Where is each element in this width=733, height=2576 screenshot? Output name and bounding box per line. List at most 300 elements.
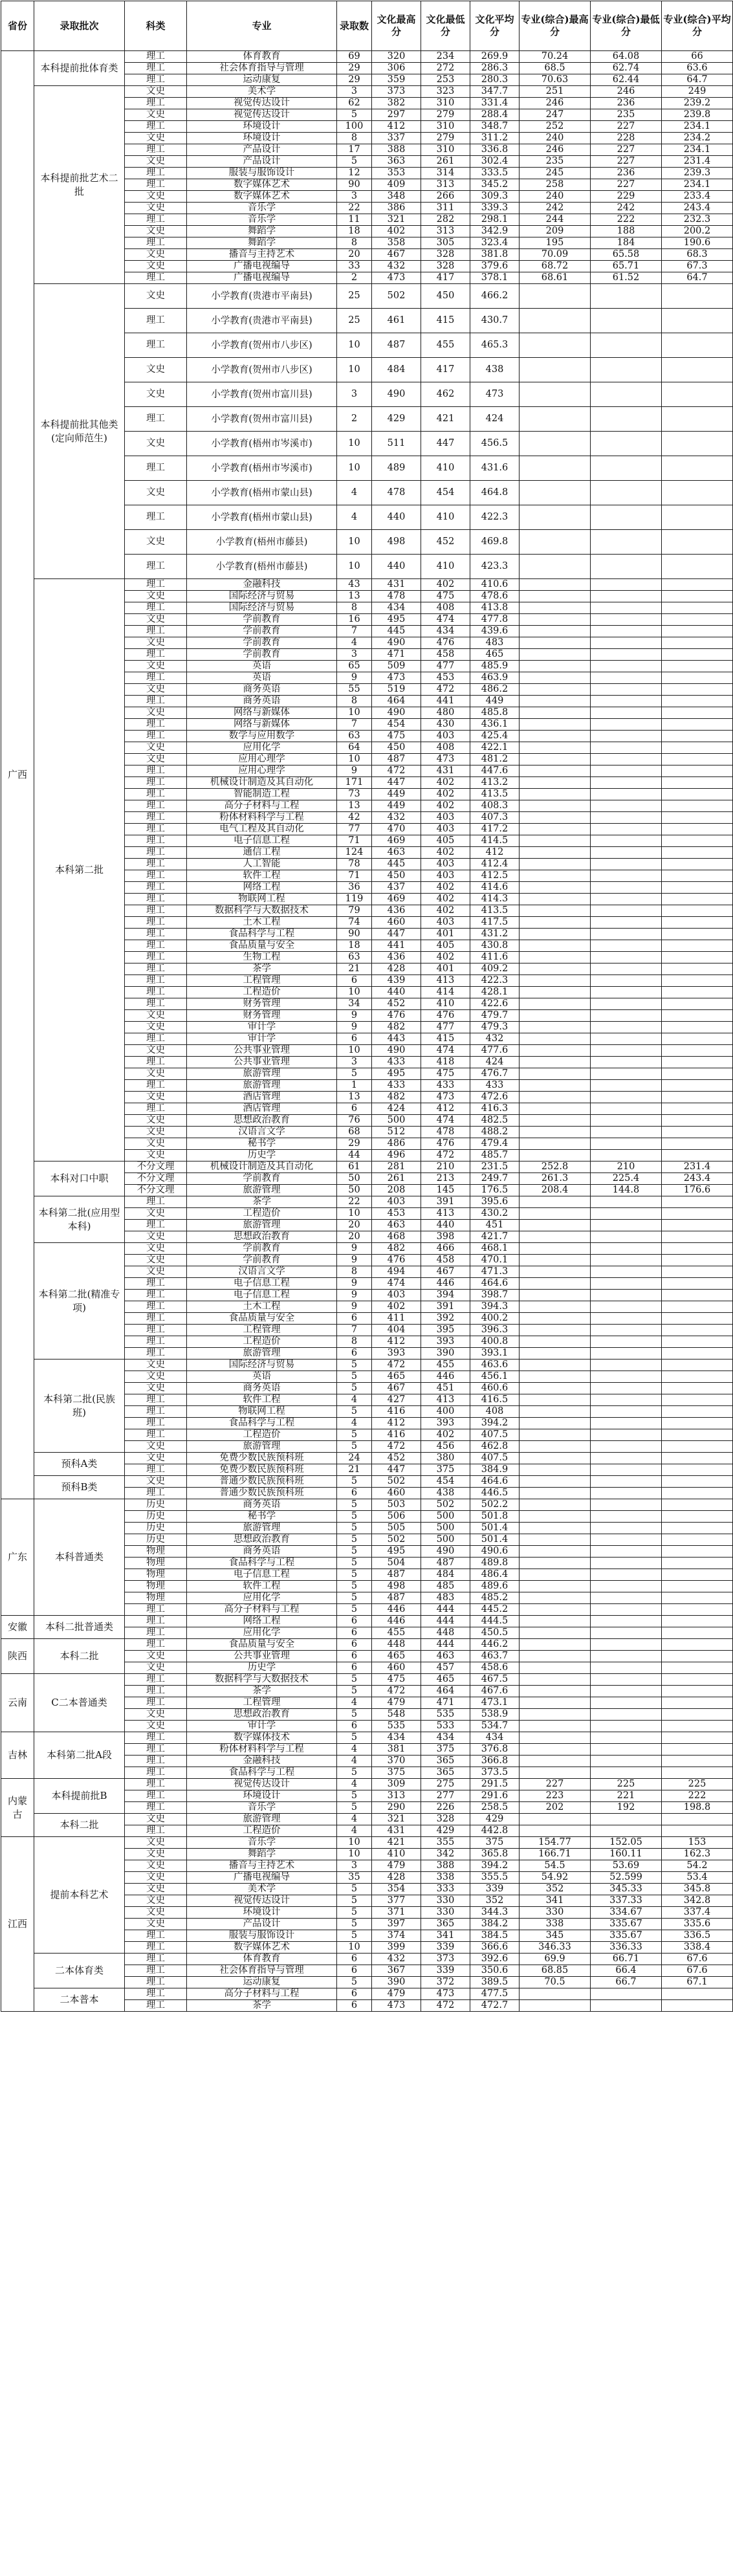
cell-culture-avg: 456.5 — [470, 432, 520, 456]
cell-culture-min: 483 — [421, 1592, 470, 1604]
cell-major-avg — [662, 1674, 733, 1686]
cell-major: 食品科学与工程 — [187, 1558, 337, 1569]
cell-major: 数字媒体艺术 — [187, 179, 337, 191]
cell-culture-avg: 412.5 — [470, 870, 520, 882]
cell-culture-max: 373 — [372, 86, 421, 98]
cell-culture-max: 370 — [372, 1756, 421, 1767]
cell-major-min — [591, 987, 662, 998]
cell-culture-max: 453 — [372, 1208, 421, 1220]
cell-subject-type: 理工 — [125, 1954, 187, 1965]
cell-major-max — [520, 1476, 591, 1488]
cell-culture-min: 490 — [421, 1546, 470, 1558]
cell-culture-min: 477 — [421, 1022, 470, 1033]
cell-admitted-count: 4 — [337, 1825, 372, 1837]
cell-culture-avg: 395.6 — [470, 1196, 520, 1208]
cell-culture-avg: 394.2 — [470, 1418, 520, 1429]
cell-major-min: 210 — [591, 1161, 662, 1173]
cell-admitted-count: 5 — [337, 109, 372, 121]
cell-major: 金融科技 — [187, 579, 337, 591]
cell-admitted-count: 5 — [337, 1930, 372, 1942]
cell-culture-min: 394 — [421, 1290, 470, 1301]
cell-major: 通信工程 — [187, 847, 337, 859]
cell-major-min — [591, 1406, 662, 1418]
cell-major-avg — [662, 975, 733, 987]
cell-major: 网络与新媒体 — [187, 719, 337, 731]
cell-major-avg — [662, 1453, 733, 1464]
cell-culture-avg: 501.4 — [470, 1523, 520, 1534]
cell-culture-min: 444 — [421, 1616, 470, 1627]
cell-culture-min: 275 — [421, 1779, 470, 1790]
cell-culture-min: 328 — [421, 249, 470, 261]
cell-admitted-count: 6 — [337, 1639, 372, 1651]
cell-culture-max: 502 — [372, 1534, 421, 1546]
cell-major: 工程造价 — [187, 1336, 337, 1348]
cell-major-max: 154.77 — [520, 1837, 591, 1849]
cell-subject-type: 理工 — [125, 98, 187, 109]
cell-culture-min: 402 — [421, 894, 470, 905]
cell-subject-type: 文史 — [125, 1150, 187, 1161]
cell-culture-max: 409 — [372, 179, 421, 191]
cell-major-max — [520, 1092, 591, 1103]
cell-major-avg: 335.6 — [662, 1919, 733, 1930]
cell-major: 食品质量与安全 — [187, 940, 337, 952]
cell-major: 食品科学与工程 — [187, 1767, 337, 1779]
cell-major: 商务英语 — [187, 684, 337, 696]
cell-major-avg — [662, 894, 733, 905]
cell-major: 旅游管理 — [187, 1068, 337, 1080]
cell-culture-max: 487 — [372, 333, 421, 358]
cell-admitted-count: 8 — [337, 696, 372, 707]
cell-major-max — [520, 835, 591, 847]
cell-major-avg — [662, 661, 733, 672]
cell-major: 学前教育 — [187, 1173, 337, 1185]
cell-culture-min: 463 — [421, 1651, 470, 1662]
cell-culture-min: 473 — [421, 754, 470, 765]
cell-subject-type: 理工 — [125, 1080, 187, 1092]
cell-major-max — [520, 1744, 591, 1756]
cell-culture-avg: 396.3 — [470, 1325, 520, 1336]
table-row — [1, 1674, 733, 1686]
cell-major-avg — [662, 987, 733, 998]
table-row — [1, 1243, 733, 1255]
cell-major-min: 345.33 — [591, 1884, 662, 1895]
cell-culture-min: 403 — [421, 731, 470, 742]
cell-major-avg — [662, 1511, 733, 1523]
cell-culture-max: 464 — [372, 696, 421, 707]
cell-major-avg: 234.1 — [662, 144, 733, 156]
cell-culture-max: 313 — [372, 1790, 421, 1802]
cell-culture-max: 428 — [372, 963, 421, 975]
cell-culture-max: 412 — [372, 1336, 421, 1348]
cell-culture-min: 402 — [421, 905, 470, 917]
cell-province: 安徽 — [1, 1616, 34, 1639]
cell-admitted-count: 90 — [337, 929, 372, 940]
cell-culture-max: 281 — [372, 1161, 421, 1173]
cell-batch: C二本普通类 — [34, 1674, 125, 1732]
cell-major-min — [591, 789, 662, 800]
cell-major-max — [520, 1429, 591, 1441]
cell-major-min — [591, 1127, 662, 1138]
cell-major-avg: 198.8 — [662, 1802, 733, 1814]
cell-admitted-count: 22 — [337, 203, 372, 214]
cell-major-min: 337.33 — [591, 1895, 662, 1907]
cell-major-max — [520, 602, 591, 614]
cell-major-avg — [662, 1523, 733, 1534]
cell-admitted-count: 6 — [337, 1965, 372, 1977]
cell-culture-max: 503 — [372, 1499, 421, 1511]
cell-culture-max: 441 — [372, 940, 421, 952]
cell-culture-avg: 488.2 — [470, 1127, 520, 1138]
cell-culture-min: 328 — [421, 261, 470, 272]
cell-major-max — [520, 777, 591, 789]
cell-culture-avg: 490.6 — [470, 1546, 520, 1558]
cell-culture-max: 348 — [372, 191, 421, 203]
cell-major: 音乐学 — [187, 1837, 337, 1849]
cell-major-avg: 53.4 — [662, 1872, 733, 1884]
cell-admitted-count: 78 — [337, 859, 372, 870]
cell-culture-min: 410 — [421, 998, 470, 1010]
cell-major: 智能制造工程 — [187, 789, 337, 800]
cell-culture-max: 382 — [372, 98, 421, 109]
cell-culture-avg: 365.8 — [470, 1849, 520, 1860]
cell-major-min: 227 — [591, 144, 662, 156]
table-row — [1, 1814, 733, 1825]
cell-admitted-count: 5 — [337, 1895, 372, 1907]
cell-major: 小学教育(梧州市藤县) — [187, 555, 337, 579]
cell-major: 小学教育(贺州市八步区) — [187, 333, 337, 358]
cell-subject-type: 文史 — [125, 1837, 187, 1849]
cell-subject-type: 物理 — [125, 1558, 187, 1569]
cell-culture-avg: 446.2 — [470, 1639, 520, 1651]
cell-admitted-count: 5 — [337, 1558, 372, 1569]
cell-culture-max: 440 — [372, 555, 421, 579]
cell-major-avg — [662, 940, 733, 952]
cell-major-min — [591, 1418, 662, 1429]
cell-culture-min: 477 — [421, 661, 470, 672]
cell-admitted-count: 1 — [337, 1080, 372, 1092]
cell-admitted-count: 4 — [337, 481, 372, 505]
cell-major-avg — [662, 591, 733, 602]
cell-culture-avg: 422.1 — [470, 742, 520, 754]
cell-admitted-count: 7 — [337, 719, 372, 731]
cell-batch: 本科二批 — [34, 1639, 125, 1674]
cell-culture-max: 421 — [372, 1837, 421, 1849]
cell-culture-avg: 421.7 — [470, 1231, 520, 1243]
cell-subject-type: 理工 — [125, 1790, 187, 1802]
cell-major: 小学教育(梧州市藤县) — [187, 530, 337, 555]
cell-admitted-count: 17 — [337, 144, 372, 156]
cell-major: 广播电视编导 — [187, 272, 337, 284]
cell-culture-avg: 416.3 — [470, 1103, 520, 1115]
cell-major-max — [520, 975, 591, 987]
cell-subject-type: 理工 — [125, 1325, 187, 1336]
cell-subject-type: 理工 — [125, 1616, 187, 1627]
cell-major: 数学与应用数学 — [187, 731, 337, 742]
cell-admitted-count: 21 — [337, 1464, 372, 1476]
cell-major-max — [520, 1627, 591, 1639]
cell-culture-max: 431 — [372, 579, 421, 591]
cell-culture-max: 432 — [372, 261, 421, 272]
cell-subject-type: 文史 — [125, 1371, 187, 1383]
cell-culture-min: 431 — [421, 765, 470, 777]
cell-batch: 本科提前批其他类(定向师范生) — [34, 284, 125, 579]
cell-culture-max: 410 — [372, 1849, 421, 1860]
cell-culture-avg: 422.6 — [470, 998, 520, 1010]
cell-major-avg — [662, 1150, 733, 1161]
cell-culture-min: 475 — [421, 591, 470, 602]
cell-batch: 本科提前批体育类 — [34, 51, 125, 86]
cell-major-min — [591, 1033, 662, 1045]
cell-culture-min: 355 — [421, 1837, 470, 1849]
cell-major-max: 70.63 — [520, 74, 591, 86]
cell-admitted-count: 21 — [337, 963, 372, 975]
cell-admitted-count: 4 — [337, 1814, 372, 1825]
cell-culture-min: 415 — [421, 309, 470, 333]
cell-culture-max: 411 — [372, 1313, 421, 1325]
cell-culture-min: 500 — [421, 1534, 470, 1546]
cell-major-avg — [662, 1290, 733, 1301]
cell-major-avg — [662, 1196, 733, 1208]
cell-major: 工程造价 — [187, 987, 337, 998]
cell-major: 体育教育 — [187, 51, 337, 63]
cell-subject-type: 理工 — [125, 917, 187, 929]
cell-culture-min: 474 — [421, 614, 470, 626]
cell-major-max — [520, 963, 591, 975]
cell-subject-type: 理工 — [125, 1744, 187, 1756]
cell-culture-min: 402 — [421, 952, 470, 963]
cell-subject-type: 理工 — [125, 719, 187, 731]
cell-culture-min: 341 — [421, 1930, 470, 1942]
cell-major-min: 144.8 — [591, 1185, 662, 1196]
cell-culture-avg: 432 — [470, 1033, 520, 1045]
cell-culture-max: 487 — [372, 1592, 421, 1604]
cell-culture-max: 504 — [372, 1558, 421, 1569]
cell-culture-min: 535 — [421, 1709, 470, 1721]
cell-major-avg: 63.6 — [662, 63, 733, 74]
cell-culture-min: 458 — [421, 1255, 470, 1266]
cell-culture-avg: 348.7 — [470, 121, 520, 133]
cell-culture-avg: 392.6 — [470, 1954, 520, 1965]
cell-culture-max: 404 — [372, 1325, 421, 1336]
cell-admitted-count: 5 — [337, 1523, 372, 1534]
cell-admitted-count: 12 — [337, 168, 372, 179]
cell-subject-type: 理工 — [125, 1406, 187, 1418]
cell-admitted-count: 13 — [337, 591, 372, 602]
cell-major-min: 66.71 — [591, 1954, 662, 1965]
cell-major: 软件工程 — [187, 870, 337, 882]
cell-major-avg — [662, 731, 733, 742]
cell-culture-max: 320 — [372, 51, 421, 63]
cell-culture-min: 145 — [421, 1185, 470, 1196]
cell-major: 应用化学 — [187, 742, 337, 754]
cell-major-max — [520, 1360, 591, 1371]
cell-culture-min: 454 — [421, 1476, 470, 1488]
cell-major-max: 258 — [520, 179, 591, 191]
cell-major-max: 68.61 — [520, 272, 591, 284]
cell-culture-max: 465 — [372, 1371, 421, 1383]
cell-culture-min: 380 — [421, 1453, 470, 1464]
cell-major: 学前教育 — [187, 626, 337, 637]
cell-major-avg — [662, 824, 733, 835]
cell-major-max — [520, 1825, 591, 1837]
cell-admitted-count: 5 — [337, 1581, 372, 1592]
cell-subject-type: 历史 — [125, 1511, 187, 1523]
cell-major: 学前教育 — [187, 1243, 337, 1255]
cell-major-min: 62.44 — [591, 74, 662, 86]
cell-major-avg — [662, 1325, 733, 1336]
cell-major: 播音与主持艺术 — [187, 249, 337, 261]
cell-major-avg — [662, 602, 733, 614]
cell-major-min — [591, 661, 662, 672]
cell-culture-min: 266 — [421, 191, 470, 203]
cell-major-avg: 234.1 — [662, 121, 733, 133]
cell-major-max — [520, 1045, 591, 1057]
cell-culture-max: 381 — [372, 1744, 421, 1756]
cell-subject-type: 文史 — [125, 1453, 187, 1464]
cell-admitted-count: 9 — [337, 1010, 372, 1022]
cell-major-min: 192 — [591, 1802, 662, 1814]
cell-major-avg: 66 — [662, 51, 733, 63]
cell-culture-max: 495 — [372, 1068, 421, 1080]
cell-major-min — [591, 1686, 662, 1697]
cell-major: 学前教育 — [187, 614, 337, 626]
cell-culture-max: 208 — [372, 1185, 421, 1196]
cell-culture-max: 454 — [372, 719, 421, 731]
cell-culture-max: 487 — [372, 754, 421, 765]
cell-major-avg: 222 — [662, 1790, 733, 1802]
cell-major-min — [591, 1057, 662, 1068]
cell-culture-min: 408 — [421, 602, 470, 614]
cell-culture-max: 476 — [372, 1255, 421, 1266]
cell-culture-min: 473 — [421, 1988, 470, 2000]
cell-major-min — [591, 835, 662, 847]
cell-major-max: 195 — [520, 237, 591, 249]
cell-major-max — [520, 1278, 591, 1290]
cell-culture-min: 305 — [421, 237, 470, 249]
cell-culture-avg: 410.6 — [470, 579, 520, 591]
cell-subject-type: 理工 — [125, 602, 187, 614]
cell-culture-min: 339 — [421, 1965, 470, 1977]
cell-subject-type: 理工 — [125, 800, 187, 812]
cell-culture-max: 443 — [372, 1033, 421, 1045]
cell-subject-type: 理工 — [125, 1429, 187, 1441]
cell-culture-min: 410 — [421, 456, 470, 481]
cell-culture-max: 494 — [372, 1266, 421, 1278]
cell-culture-avg: 298.1 — [470, 214, 520, 226]
cell-major-min: 66.7 — [591, 1977, 662, 1988]
cell-culture-min: 417 — [421, 272, 470, 284]
cell-admitted-count: 5 — [337, 1790, 372, 1802]
cell-culture-min: 413 — [421, 1208, 470, 1220]
cell-culture-max: 460 — [372, 1488, 421, 1499]
cell-major-max: 330 — [520, 1907, 591, 1919]
cell-major-max — [520, 1208, 591, 1220]
cell-major-avg — [662, 432, 733, 456]
cell-subject-type: 文史 — [125, 614, 187, 626]
table-row — [1, 1360, 733, 1371]
cell-subject-type: 文史 — [125, 661, 187, 672]
cell-major-avg — [662, 765, 733, 777]
table-row — [1, 1954, 733, 1965]
cell-culture-avg: 501.4 — [470, 1534, 520, 1546]
cell-major-avg — [662, 358, 733, 382]
cell-culture-avg: 375 — [470, 1837, 520, 1849]
cell-major: 思想政治教育 — [187, 1115, 337, 1127]
cell-admitted-count: 62 — [337, 98, 372, 109]
cell-culture-avg: 430.2 — [470, 1208, 520, 1220]
cell-major: 播音与主持艺术 — [187, 1860, 337, 1872]
cell-major-max — [520, 824, 591, 835]
cell-culture-min: 421 — [421, 407, 470, 432]
cell-major: 英语 — [187, 672, 337, 684]
cell-subject-type: 理工 — [125, 626, 187, 637]
header-major-max: 专业(综合)最高分 — [520, 1, 591, 51]
cell-culture-min: 467 — [421, 1266, 470, 1278]
cell-major: 小学教育(贵港市平南县) — [187, 284, 337, 309]
cell-major-min: 235 — [591, 109, 662, 121]
cell-admitted-count: 65 — [337, 661, 372, 672]
cell-subject-type: 文史 — [125, 1884, 187, 1895]
cell-major-min — [591, 1138, 662, 1150]
cell-subject-type: 理工 — [125, 940, 187, 952]
cell-culture-min: 500 — [421, 1523, 470, 1534]
cell-subject-type: 文史 — [125, 684, 187, 696]
cell-culture-max: 434 — [372, 602, 421, 614]
cell-culture-max: 402 — [372, 1301, 421, 1313]
cell-major-max — [520, 1127, 591, 1138]
cell-subject-type: 文史 — [125, 1243, 187, 1255]
cell-culture-avg: 477.8 — [470, 614, 520, 626]
cell-major-min — [591, 1068, 662, 1080]
cell-major-avg — [662, 1313, 733, 1325]
cell-major-avg: 67.6 — [662, 1954, 733, 1965]
cell-admitted-count: 50 — [337, 1173, 372, 1185]
cell-major: 思想政治教育 — [187, 1709, 337, 1721]
cell-subject-type: 文史 — [125, 1907, 187, 1919]
cell-major: 数字媒体艺术 — [187, 191, 337, 203]
cell-culture-max: 353 — [372, 168, 421, 179]
cell-province: 内蒙古 — [1, 1779, 34, 1837]
cell-subject-type: 理工 — [125, 2000, 187, 2012]
cell-major-avg — [662, 1651, 733, 1662]
cell-admitted-count: 6 — [337, 1348, 372, 1360]
cell-culture-max: 519 — [372, 684, 421, 696]
cell-major-min — [591, 555, 662, 579]
cell-culture-max: 484 — [372, 358, 421, 382]
cell-culture-avg: 534.7 — [470, 1721, 520, 1732]
cell-culture-avg: 483 — [470, 637, 520, 649]
cell-culture-max: 371 — [372, 1907, 421, 1919]
cell-major: 公共事业管理 — [187, 1057, 337, 1068]
cell-major-max — [520, 1534, 591, 1546]
header-batch: 录取批次 — [34, 1, 125, 51]
cell-culture-avg: 469.8 — [470, 530, 520, 555]
cell-admitted-count: 18 — [337, 226, 372, 237]
cell-culture-avg: 347.7 — [470, 86, 520, 98]
cell-culture-avg: 355.5 — [470, 1872, 520, 1884]
cell-culture-min: 402 — [421, 789, 470, 800]
cell-major: 旅游管理 — [187, 1080, 337, 1092]
cell-subject-type: 文史 — [125, 1360, 187, 1371]
cell-major: 旅游管理 — [187, 1220, 337, 1231]
cell-culture-min: 474 — [421, 1115, 470, 1127]
cell-major: 英语 — [187, 661, 337, 672]
cell-major-avg — [662, 812, 733, 824]
cell-major-min — [591, 1988, 662, 2000]
cell-culture-avg: 460.6 — [470, 1383, 520, 1394]
cell-culture-max: 512 — [372, 1127, 421, 1138]
cell-culture-max: 482 — [372, 1022, 421, 1033]
